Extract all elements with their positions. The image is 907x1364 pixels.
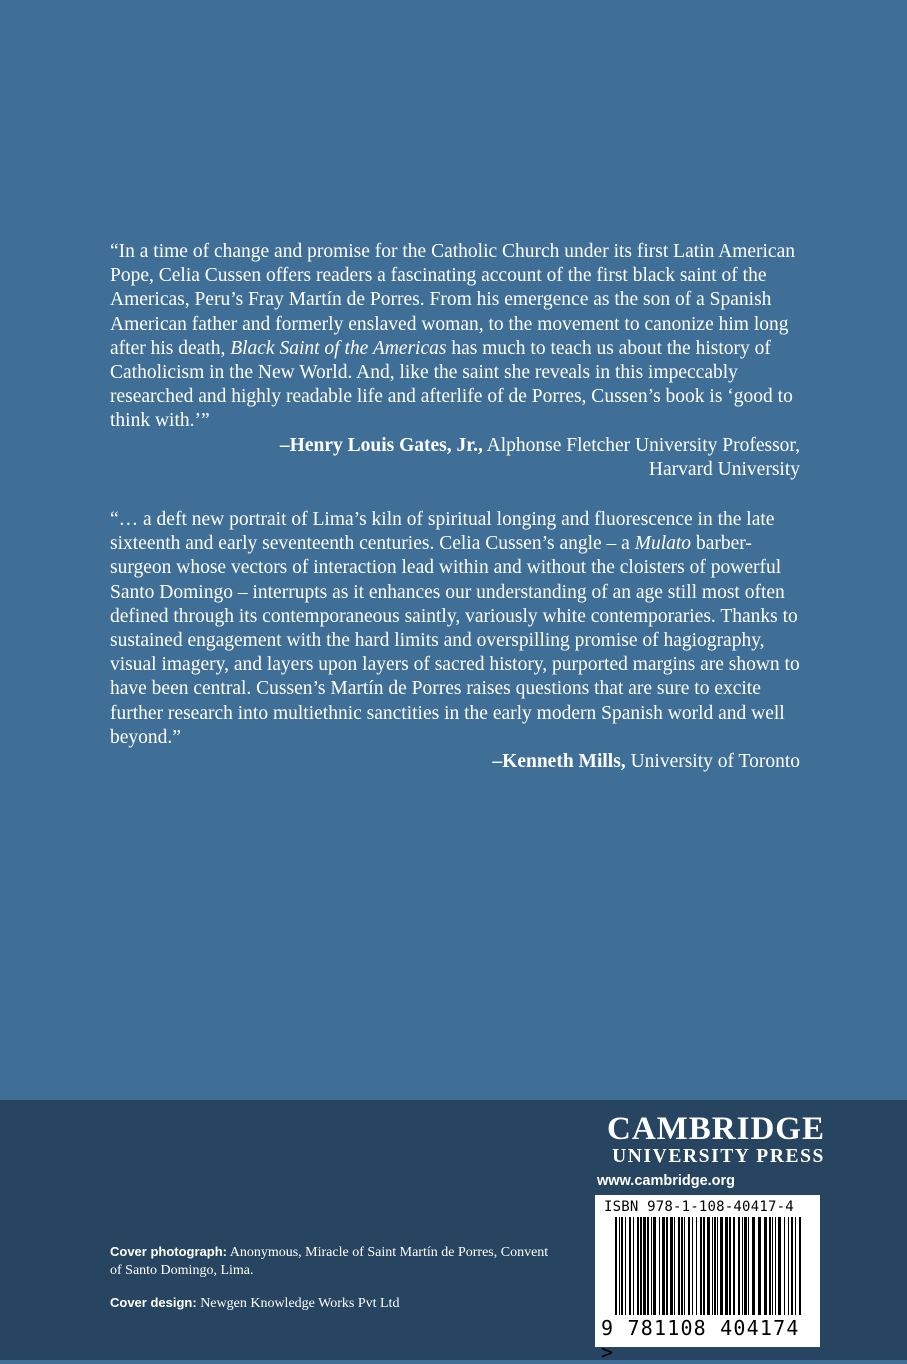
barcode-bar — [703, 1217, 705, 1315]
barcode-bar — [629, 1217, 631, 1315]
barcode-bar — [720, 1217, 723, 1315]
endorsements — [110, 240, 800, 774]
barcode-bar — [653, 1217, 656, 1315]
quote-affiliation: Harvard University — [648, 458, 800, 480]
quote-text: “In a time of change and promise for the Catholic Church under its first Latin American Pope, Celia Cussen offers readers a fascinating account of the first black saint of the Americas, Peru’s Fray Martín de Porres. From his emergence as the son of a Spanish American father and formerly enslaved woman, to the movement to canonize him long after his death, Black Saint of the Americas has much to teach us about the history of Catholicism in the New World. And, like the saint she reveals in this impeccably researched and highly readable life and afterlife of de Porres, Cussen’s book is ‘good to think with.’” — [110, 241, 795, 432]
barcode-bar — [784, 1217, 785, 1315]
barcode-bar — [619, 1217, 620, 1315]
barcode-bar — [666, 1217, 668, 1315]
cover-credits — [110, 1243, 550, 1327]
endorsement-gates — [110, 240, 800, 482]
barcode-bar — [725, 1217, 728, 1315]
barcode-bar — [637, 1217, 639, 1315]
author-name: –Henry Louis Gates, Jr., — [279, 434, 483, 456]
barcode-bar — [674, 1217, 675, 1315]
barcode-bar — [696, 1217, 697, 1315]
barcode-bar — [615, 1217, 617, 1315]
quote-text: “… a deft new portrait of Lima’s kiln of spiritual longing and fluorescence in the late sixteenth and early seventeenth centuries. Celia Cussen’s angle – a Mulato barber-surgeon whose vectors of interaction lead within and without the cloisters of powerful Santo Domingo – interrupts as it enhances our understanding of an age still most often defined through its contemporaneous saintly, variously white contemporaries. Thanks to sustained engagement with the hard limits and overspilling promise of hagiography, visual imagery, and layers upon layers of sacred history, purported margins are shown to have been central. Cussen’s Martín de Porres raises questions that are sure to excite further research into multiethnic sanctities in the early modern Spanish world and well beyond.” — [110, 509, 800, 748]
barcode-bar — [625, 1217, 626, 1315]
barcode-bar — [707, 1217, 710, 1315]
barcode-bar — [742, 1217, 743, 1315]
barcode-bar — [670, 1217, 673, 1315]
barcode-bar — [791, 1217, 793, 1315]
footer-band — [0, 1100, 907, 1364]
isbn-number: ISBN 978-1-108-40417-4 — [604, 1199, 794, 1215]
barcode-bar — [799, 1217, 801, 1315]
publisher-logo — [597, 1112, 825, 1192]
barcode-bar — [662, 1217, 665, 1315]
barcode-bar — [684, 1217, 685, 1315]
book-title: Black Saint of the Americas — [230, 337, 447, 359]
barcode-bar — [729, 1217, 731, 1315]
barcode-bar — [651, 1217, 652, 1315]
barcode-bar — [643, 1217, 646, 1315]
barcode-bar — [681, 1217, 683, 1315]
barcode-bar — [752, 1217, 755, 1315]
design-credit: Cover design: Newgen Knowledge Works Pvt Ltd — [110, 1295, 400, 1311]
barcode-digits: 9 781108 404174 > — [601, 1316, 800, 1364]
barcode-bar — [795, 1217, 796, 1315]
barcode-bar — [778, 1217, 781, 1315]
publisher-name: CAMBRIDGE — [606, 1111, 825, 1147]
barcode-bar — [733, 1217, 735, 1315]
barcode-bar — [714, 1217, 716, 1315]
barcode-bar — [764, 1217, 767, 1315]
barcode-bar — [748, 1217, 749, 1315]
quote-attribution: –Kenneth Mills, University of Toronto — [492, 751, 800, 773]
barcode-bar — [647, 1217, 649, 1315]
barcode-bar — [640, 1217, 642, 1315]
barcode-bar — [633, 1217, 634, 1315]
photo-credit: Cover photograph: Anonymous, Miracle of Saint Martín de Porres, Convent of Santo Domingo, Lima. — [110, 1244, 549, 1278]
author-name: –Kenneth Mills, — [492, 751, 626, 773]
barcode-bar — [769, 1217, 771, 1315]
barcode-bar — [788, 1217, 789, 1315]
barcode-bar — [744, 1217, 747, 1315]
publisher-url: www.cambridge.org — [597, 1173, 736, 1189]
barcode-bar — [717, 1217, 718, 1315]
barcode-bar — [700, 1217, 702, 1315]
barcode-bar — [712, 1217, 713, 1315]
barcode-bars — [601, 1217, 814, 1317]
barcode-bar — [678, 1217, 680, 1315]
barcode-bar — [688, 1217, 690, 1315]
barcode-bar — [738, 1217, 740, 1315]
barcode-bar — [659, 1217, 660, 1315]
barcode-bar — [758, 1217, 761, 1315]
barcode-bar — [772, 1217, 773, 1315]
publisher-subtitle: UNIVERSITY PRESS — [612, 1146, 825, 1167]
endorsement-mills — [110, 508, 800, 774]
quote-attribution: –Henry Louis Gates, Jr., Alphonse Fletcher University Professor, — [279, 434, 800, 456]
barcode-bar — [692, 1217, 693, 1315]
italic-term: Mulato — [634, 533, 692, 555]
barcode-bar — [775, 1217, 776, 1315]
isbn-barcode — [595, 1195, 820, 1364]
barcode-bar — [621, 1217, 623, 1315]
